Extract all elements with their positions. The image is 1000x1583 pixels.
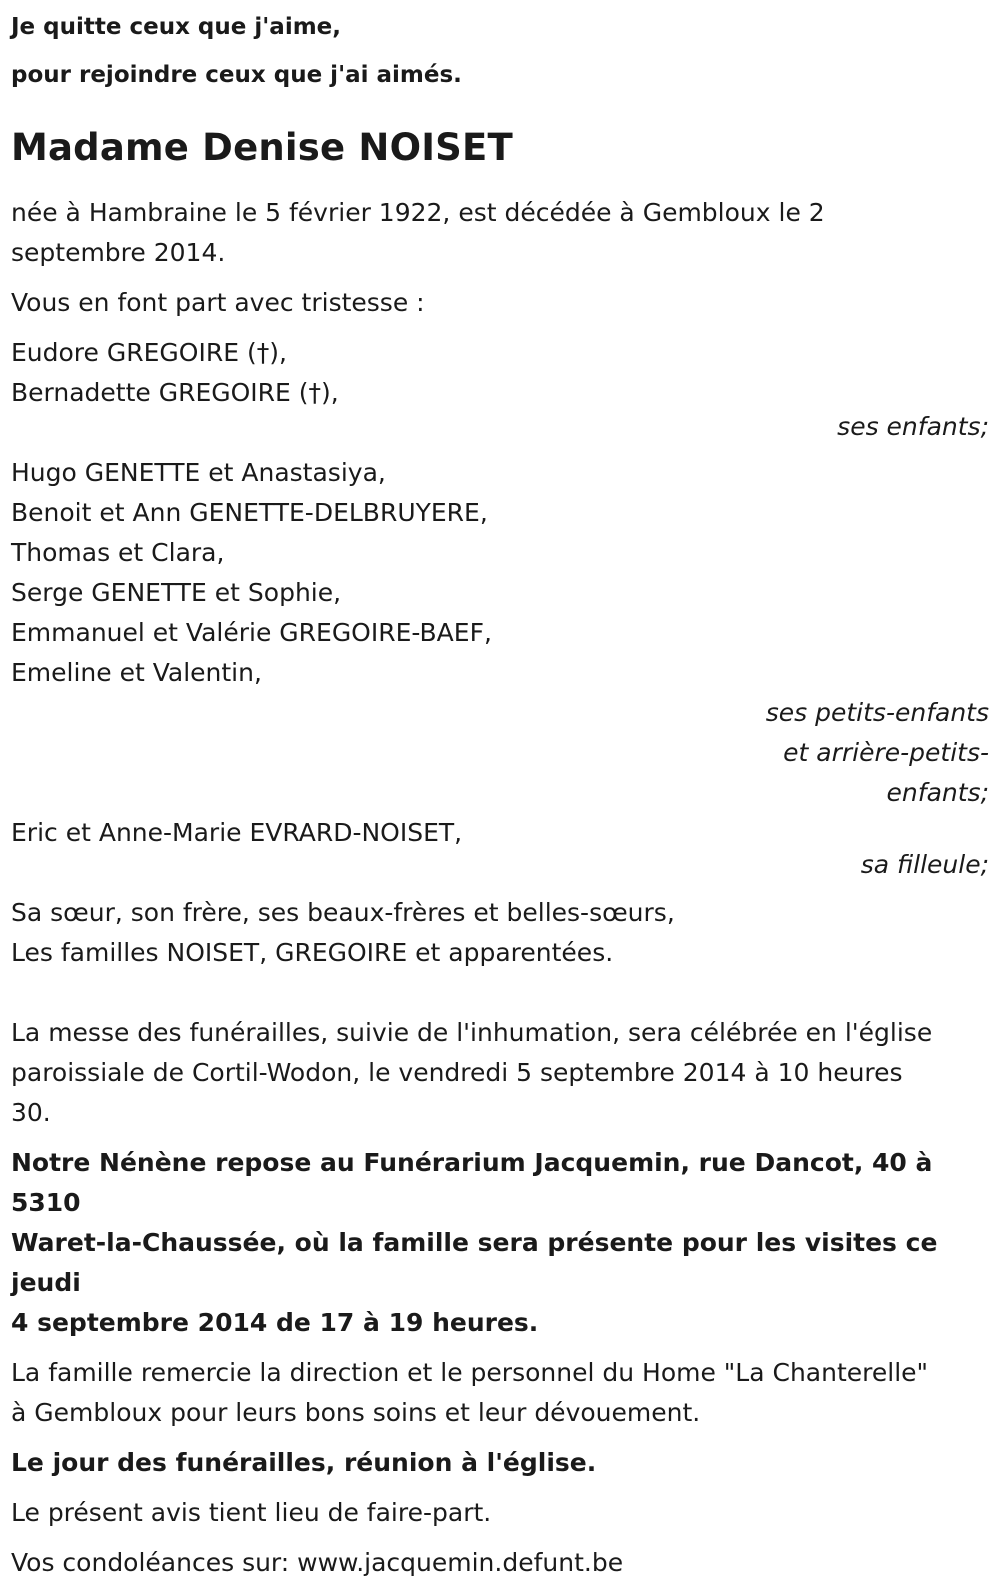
obituary-notice <box>11 0 991 1583</box>
visitation-line-3: 4 septembre 2014 de 17 à 19 heures. <box>11 1308 539 1337</box>
visitation-line-1: Notre Nénène repose au Funérarium Jacquemin, rue Dancot, 40 à 5310 <box>11 1148 933 1217</box>
grandchild-name: Thomas et Clara, <box>11 538 225 567</box>
grandchild-name: Emmanuel et Valérie GREGOIRE-BAEF, <box>11 618 492 647</box>
thanks-line-1: La famille remercie la direction et le personnel du Home "La Chanterelle" <box>11 1358 929 1387</box>
grandchildren-relation-line: enfants; <box>886 778 989 807</box>
thanks-line-2: à Gembloux pour leurs bons soins et leur dévouement. <box>11 1398 701 1427</box>
birth-death-line-2: septembre 2014. <box>11 238 226 267</box>
family-line-2: Les familles NOISET, GREGOIRE et apparentées. <box>11 938 614 967</box>
epigraph-line-1: Je quitte ceux que j'aime, <box>11 14 342 40</box>
funeral-mass-line-1: La messe des funérailles, suivie de l'inhumation, sera célébrée en l'église <box>11 1018 933 1047</box>
grandchild-name: Benoit et Ann GENETTE-DELBRUYERE, <box>11 498 488 527</box>
visitation-line-2: Waret-la-Chaussée, où la famille sera présente pour les visites ce jeudi <box>11 1228 938 1297</box>
grandchildren-relation-line: et arrière-petits- <box>783 738 989 767</box>
family-line-1: Sa sœur, son frère, ses beaux-frères et belles-sœurs, <box>11 898 675 927</box>
notice-note: Le présent avis tient lieu de faire-part. <box>11 1498 492 1527</box>
children-relation: ses enfants; <box>837 412 989 441</box>
announcement: Vous en font part avec tristesse : <box>11 288 425 317</box>
goddaughter-relation: sa filleule; <box>860 850 989 879</box>
grandchild-name: Hugo GENETTE et Anastasiya, <box>11 458 386 487</box>
goddaughter-name: Eric et Anne-Marie EVRARD-NOISET, <box>11 818 463 847</box>
funeral-mass-line-2: paroissiale de Cortil-Wodon, le vendredi 5 septembre 2014 à 10 heures <box>11 1058 903 1087</box>
child-name: Eudore GREGOIRE (†), <box>11 338 287 367</box>
grandchildren-list <box>11 453 991 693</box>
funeral-mass-line-3: 30. <box>11 1098 51 1127</box>
deceased-name: Madame Denise NOISET <box>11 126 513 169</box>
birth-death-line-1: née à Hambraine le 5 février 1922, est décédée à Gembloux le 2 <box>11 198 825 227</box>
grandchildren-relation <box>11 693 991 813</box>
condolences-note: Vos condoléances sur: www.jacquemin.defunt.be <box>11 1548 624 1577</box>
epigraph-line-2: pour rejoindre ceux que j'ai aimés. <box>11 62 462 88</box>
grandchild-name: Emeline et Valentin, <box>11 658 262 687</box>
grandchildren-relation-line: ses petits-enfants <box>765 698 989 727</box>
reunion-note: Le jour des funérailles, réunion à l'église. <box>11 1448 597 1477</box>
grandchild-name: Serge GENETTE et Sophie, <box>11 578 342 607</box>
children-list <box>11 333 991 413</box>
child-name: Bernadette GREGOIRE (†), <box>11 378 339 407</box>
